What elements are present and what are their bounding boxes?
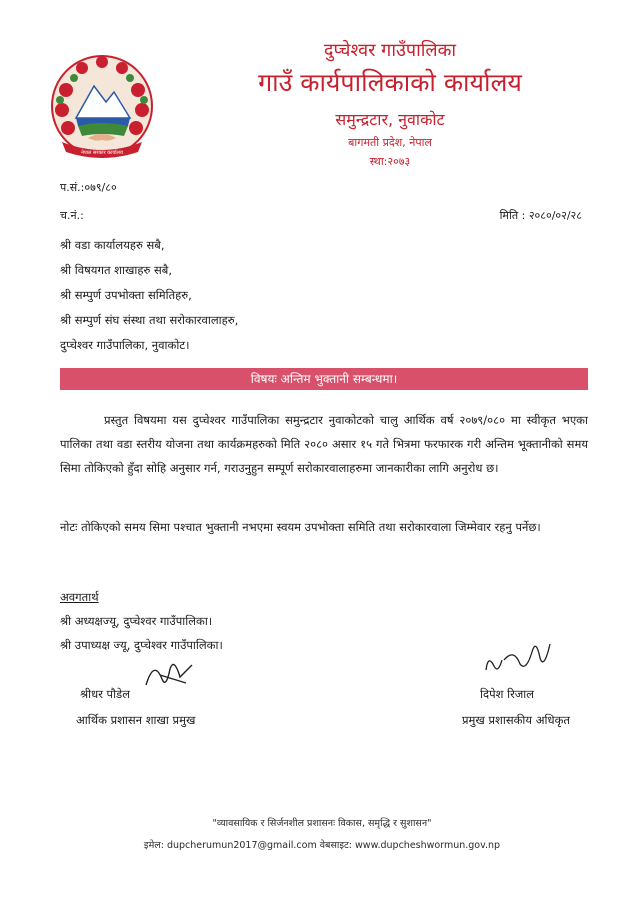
handwritten-signature bbox=[480, 630, 560, 686]
cc-heading: अवगतार्थ bbox=[60, 590, 99, 604]
recipient-line: दुप्चेश्वर गाउँपालिका, नुवाकोट। bbox=[60, 338, 190, 352]
cc-item: श्री अध्यक्षज्यू, दुप्चेश्वर गाउँपालिका। bbox=[60, 614, 213, 628]
subject-bar: विषयः अन्तिम भुक्तानी सम्बन्धमा। bbox=[60, 368, 588, 390]
website-label: वेबसाइट: bbox=[319, 840, 352, 851]
emblem-logo bbox=[48, 50, 156, 162]
cc-item: श्री उपाध्यक्ष ज्यू, दुप्चेश्वर गाउँपालिका। bbox=[60, 638, 223, 652]
established-year: स्था:२०७३ bbox=[369, 155, 411, 168]
website-link[interactable]: www.dupcheshwormun.gov.np bbox=[355, 840, 501, 851]
office-location: समुन्द्रटार, नुवाकोट bbox=[335, 110, 445, 129]
email-link[interactable]: dupcherumun2017@gmail.com bbox=[166, 840, 317, 851]
reference-number: प.सं.:०७९/८० bbox=[60, 181, 117, 194]
email-label: इमेल: bbox=[143, 840, 164, 851]
note-paragraph: नोटः तोकिएको समय सिमा पश्चात भुक्तानी नभएमा स्वयम उपभोक्ता समिति तथा सरोकारवाला जिम्मेवार रहनु पर्नेछ। bbox=[60, 520, 541, 534]
signatory-title: प्रमुख प्रशासकीय अधिकृत bbox=[462, 713, 570, 727]
municipality-name: दुप्चेश्वर गाउँपालिका bbox=[323, 40, 457, 61]
letter-date: मिति : २०८०/०२/२८ bbox=[499, 209, 582, 222]
signatory-name: श्रीधर पौडेल bbox=[80, 687, 131, 701]
body-paragraph bbox=[60, 408, 588, 480]
body-text: प्रस्तुत विषयमा यस दुप्चेश्वर गाउँपालिका समुन्द्रटार नुवाकोटको चालु आर्थिक वर्ष २०७९/०८० मा स्वीकृत भएका पालिका तथा वडा स्तरीय योजना तथा कार्यक्रमहरुको मिति २०८० असार १५ गते भित्रमा फरफारक गरी अन्तिम भूक्तानीको समय सिमा तोकिएको हुँदा सोहि अनुसार गर्न, गराउनुहुन सम्पूर्ण सरोकारवालाहरुमा जानकारीका लागि अनुरोध छ। bbox=[60, 413, 588, 475]
signature-block-right bbox=[440, 630, 590, 730]
recipient-line: श्री विषयगत शाखाहरु सबै, bbox=[60, 263, 172, 277]
dispatch-number: च.नं.: bbox=[60, 209, 84, 222]
recipient-line: श्री सम्पुर्ण उपभोक्ता समितिहरु, bbox=[60, 288, 192, 302]
province-name: बागमती प्रदेश, नेपाल bbox=[348, 136, 432, 149]
recipient-line: श्री वडा कार्यालयहरु सबै, bbox=[60, 238, 165, 252]
signatory-title: आर्थिक प्रशासन शाखा प्रमुख bbox=[76, 713, 196, 727]
footer-motto: "व्यावसायिक र सिर्जनशील प्रशासनः विकास, समृद्धि र सुशासन" bbox=[212, 818, 432, 829]
signatory-name: दिपेश रिजाल bbox=[480, 687, 535, 701]
recipient-line: श्री सम्पुर्ण संघ संस्था तथा सरोकारवालाहरु, bbox=[60, 313, 239, 327]
signature-block-left bbox=[60, 655, 270, 730]
footer-contact bbox=[0, 838, 644, 851]
emblem-ribbon-text: नेपाल सरकार कार्यालय bbox=[81, 150, 123, 156]
office-name: गाउँ कार्यपालिकाको कार्यालय bbox=[258, 68, 522, 97]
handwritten-signature bbox=[140, 655, 200, 695]
